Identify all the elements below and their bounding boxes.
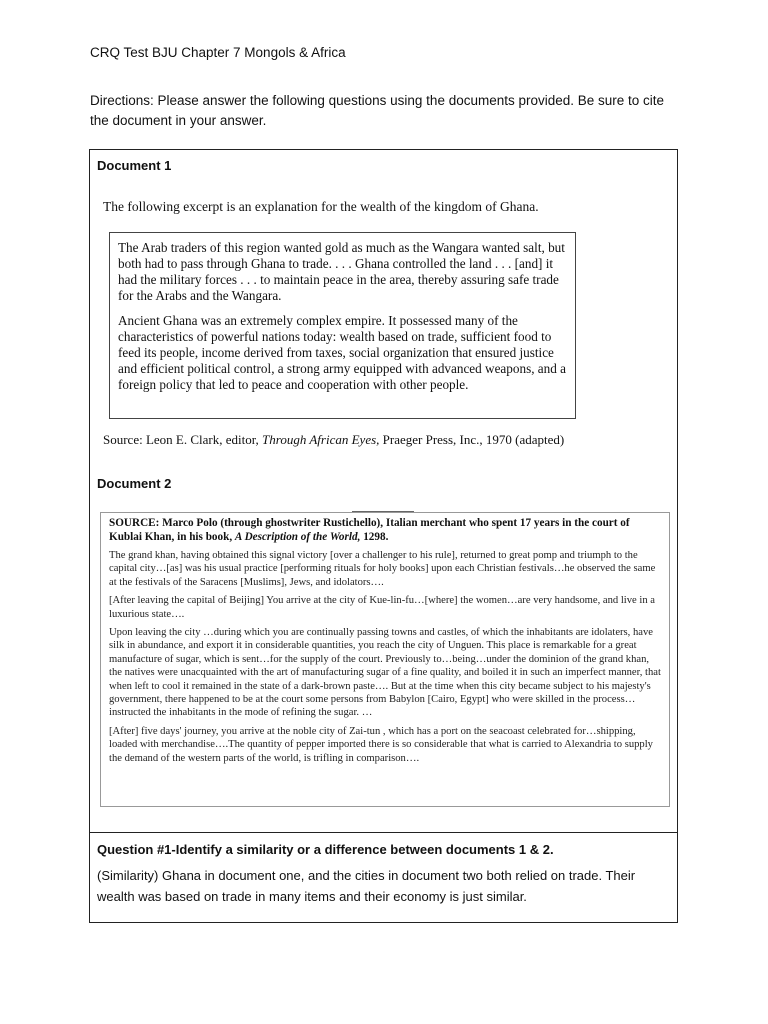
excerpt-paragraph: [After] five days' journey, you arrive at the noble city of Zai-tun , which has a port on the seacoast celebrated for…shipping, loaded with merchandise….The quantity of pepper imported there is so considerable that what is carried to Alexandria to supply the demand of the western parts of the world, is trifling in comparison…. [109, 725, 653, 764]
source-book-title: A Description of the World, [234, 531, 361, 543]
page-title: CRQ Test BJU Chapter 7 Mongols & Africa [90, 45, 346, 60]
divider [90, 832, 677, 833]
document-1-heading: Document 1 [97, 158, 172, 173]
excerpt-paragraph: The Arab traders of this region wanted gold as much as the Wangara wanted salt, but both had to pass through Ghana to trade. . . . Ghana controlled the land . . . [and] it had the military forces . . . to maintain peace in the area, thereby assuring safe trade for the Arabs and the Wangara. [118, 240, 565, 303]
document-2-source [109, 516, 661, 544]
source-label: Source: Leon E. Clark, editor, [103, 432, 263, 447]
source-publisher: Praeger Press, Inc., 1970 (adapted) [379, 432, 565, 447]
excerpt-paragraph: Ancient Ghana was an extremely complex empire. It possessed many of the characteristics of powerful nations today: wealth based on trade, sufficient food to feed its people, income derived from taxes, social organization that ensured justice and efficient political control, a strong army equipped with advanced weapons, and a foreign policy that led to peace and cooperation with other people. [118, 313, 566, 392]
document-1-excerpt [109, 232, 576, 419]
document-1-intro: The following excerpt is an explanation for the wealth of the kingdom of Ghana. [103, 199, 539, 214]
source-year: 1298. [360, 531, 389, 543]
excerpt-paragraph: The grand khan, having obtained this signal victory [over a challenger to his rule], returned to great pomp and triumph to the capital city…[as] was his usual practice [performing rituals for holy books] upon each Christian festivals…he observed the same at the festivals of the Saracens [Muslims], Jews, and idolators…. [109, 550, 656, 588]
question-1-answer[interactable]: (Similarity) Ghana in document one, and the cities in document two both relied on trade. Their wealth was based on trade in many items and their economy is just similar. [97, 868, 636, 904]
document-1-source [103, 432, 564, 448]
worksheet-table [89, 149, 678, 923]
document-2-excerpt [100, 512, 670, 807]
document-2-heading: Document 2 [97, 476, 172, 491]
question-1-prompt: Question #1-Identify a similarity or a difference between documents 1 & 2. [97, 842, 554, 857]
source-book-title: Through African Eyes, [262, 432, 380, 447]
directions-text: Directions: Please answer the following questions using the documents provided. Be sure to cite the document in your answer. [90, 93, 665, 128]
excerpt-paragraph: [After leaving the capital of Beijing] You arrive at the city of Kue-lin-fu…[where] the women…are very handsome, and live in a luxurious state…. [109, 595, 655, 620]
excerpt-paragraph: Upon leaving the city …during which you are continually passing towns and castles, of which the inhabitants are idolaters, have silk in abundance, and export it in considerable quantities, you reach the city of Unguen. This place is remarkable for a great manufacture of sugar, which is sent…for the supply of the court. Previously to…being…under the dominion of the grand khan, the natives were unacquainted with the art of manufacturing sugar of a fine quality, and boiled it in such an imperfect manner, that when left to cool it remained in the state of a dark-brown paste…. But at the time when this city became subject to his majesty's government, there happened to be at the court some persons from Babylon [Cairo, Egypt] who were skilled in the process…instructed the inhabitants in the mode of refining the sugar. … [109, 627, 661, 719]
source-label: SOURCE: Marco Polo (through ghostwriter Rustichello), Italian merchant who spent 17 years in the court of Kublai Khan, in his book, [109, 517, 630, 543]
